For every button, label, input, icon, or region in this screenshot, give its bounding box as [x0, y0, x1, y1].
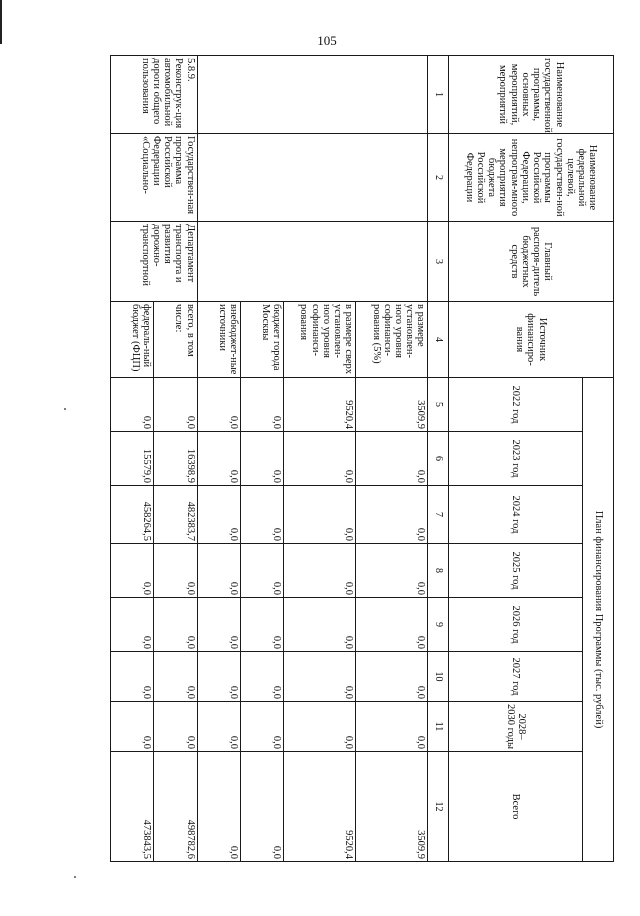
funding-source-cell: в размере сверх установлен-ного уровня софинанси-рования: [284, 302, 356, 378]
value-cell: 9520,4: [284, 378, 356, 432]
value-cell: 0,0: [284, 652, 356, 702]
value-cell: 0,0: [284, 544, 356, 598]
value-cell: 0,0: [240, 652, 283, 702]
column-number: 9: [428, 598, 448, 652]
column-number: 8: [428, 544, 448, 598]
total-cell: 3509,9: [356, 752, 428, 862]
value-cell: 0,0: [240, 486, 283, 544]
value-cell: 0,0: [111, 652, 154, 702]
value-cell: 0,0: [356, 544, 428, 598]
column-number: 4: [428, 302, 448, 378]
scan-edge-mark: [0, 0, 2, 44]
empty-cell: [197, 56, 428, 134]
column-number: 2: [428, 134, 448, 222]
column-number: 6: [428, 432, 448, 486]
header-federal-program: Наименование федеральной целевой, государствен-ной программы Российской Федерации, непрограм-много мероприятия бюджета Российской Федерации: [448, 134, 613, 222]
header-year-2027: 2027 год: [448, 652, 583, 702]
value-cell: 0,0: [111, 378, 154, 432]
value-cell: 0,0: [197, 432, 240, 486]
funding-source-cell: в размере установлен-ного уровня софинанси-рования (5%): [356, 302, 428, 378]
table-row: [154, 56, 197, 862]
header-funding-source: Источник финансиро-вания: [448, 302, 613, 378]
header-years-2028-2030: 2028–2030 годы: [448, 702, 583, 752]
funding-source-cell: всего, в том числе:: [154, 302, 197, 378]
value-cell: 0,0: [356, 486, 428, 544]
value-cell: 3509,9: [356, 378, 428, 432]
funding-source-cell: бюджет города Москвы: [240, 302, 283, 378]
value-cell: 15579,0: [111, 432, 154, 486]
column-number: 12: [428, 752, 448, 862]
table-row: [356, 56, 428, 862]
value-cell: 0,0: [356, 598, 428, 652]
value-cell: 0,0: [356, 702, 428, 752]
column-number: 7: [428, 486, 448, 544]
value-cell: 0,0: [356, 432, 428, 486]
scan-speck: [74, 876, 76, 878]
funding-source-cell: федераль-ный бюджет (ФЦП): [111, 302, 154, 378]
value-cell: 0,0: [240, 702, 283, 752]
financing-plan-table: [110, 55, 614, 862]
header-program-name: Наименование государственной программы, основных мероприятий, мероприятий: [448, 56, 613, 134]
value-cell: 0,0: [197, 598, 240, 652]
value-cell: 0,0: [240, 598, 283, 652]
header-financing-plan: План финансирования Программы (тыс. рублей): [583, 378, 614, 862]
value-cell: 0,0: [284, 702, 356, 752]
empty-cell: [197, 134, 428, 222]
total-cell: 498782,6: [154, 752, 197, 862]
column-number: 10: [428, 652, 448, 702]
column-number-row: [428, 56, 448, 862]
value-cell: 0,0: [197, 378, 240, 432]
header-budget-manager: Главный распоря-дитель бюджетных средств: [448, 222, 613, 302]
federal-program-cell: Государствен-ная программа Российской Федерации «Социально-: [111, 134, 198, 222]
value-cell: 0,0: [240, 378, 283, 432]
header-year-2023: 2023 год: [448, 432, 583, 486]
page-number: 105: [317, 33, 337, 48]
value-cell: 0,0: [154, 652, 197, 702]
value-cell: 0,0: [240, 432, 283, 486]
value-cell: 0,0: [154, 598, 197, 652]
value-cell: 0,0: [197, 486, 240, 544]
header-year-2025: 2025 год: [448, 544, 583, 598]
empty-cell: [197, 222, 428, 302]
header-year-2026: 2026 год: [448, 598, 583, 652]
value-cell: 482383,7: [154, 486, 197, 544]
total-cell: 473843,5: [111, 752, 154, 862]
value-cell: 0,0: [197, 544, 240, 598]
value-cell: 0,0: [356, 652, 428, 702]
total-cell: 0,0: [197, 752, 240, 862]
column-number: 3: [428, 222, 448, 302]
budget-manager-cell: Департамент транспорта и развития дорожно-транспортной: [111, 222, 198, 302]
value-cell: 0,0: [111, 544, 154, 598]
header-year-2024: 2024 год: [448, 486, 583, 544]
funding-source-cell: внебюджет-ные источники: [197, 302, 240, 378]
value-cell: 458264,5: [111, 486, 154, 544]
header-total: Всего: [448, 752, 583, 862]
value-cell: 0,0: [154, 544, 197, 598]
value-cell: 16398,9: [154, 432, 197, 486]
column-number: 5: [428, 378, 448, 432]
scan-speck: [64, 408, 66, 410]
value-cell: 0,0: [197, 702, 240, 752]
value-cell: 0,0: [111, 598, 154, 652]
total-cell: 9520,4: [284, 752, 356, 862]
value-cell: 0,0: [111, 702, 154, 752]
value-cell: 0,0: [284, 486, 356, 544]
column-number: 1: [428, 56, 448, 134]
measure-name-cell: 5.8.9. Реконструк-ция автомобильной дороги общего пользования: [111, 56, 198, 134]
value-cell: 0,0: [197, 652, 240, 702]
value-cell: 0,0: [284, 432, 356, 486]
value-cell: 0,0: [284, 598, 356, 652]
header-year-2022: 2022 год: [448, 378, 583, 432]
column-number: 11: [428, 702, 448, 752]
total-cell: 0,0: [240, 752, 283, 862]
value-cell: 0,0: [154, 702, 197, 752]
value-cell: 0,0: [154, 378, 197, 432]
rotated-table-container: [110, 55, 614, 861]
value-cell: 0,0: [240, 544, 283, 598]
